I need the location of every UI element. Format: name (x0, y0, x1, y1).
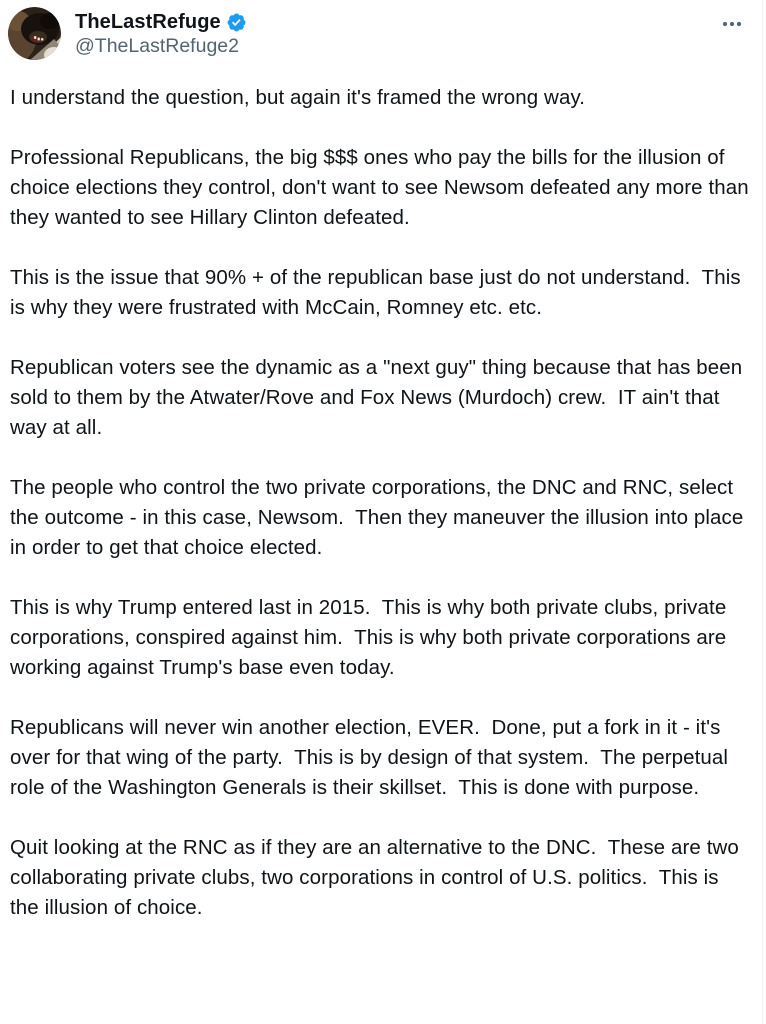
tweet-paragraph: Republicans will never win another election, EVER. Done, put a fork in it - it's over for that wing of the party. This is by design of that system. The perpetual role of the Washington Generals is their skillset. This is done with purpose. (10, 716, 734, 799)
verified-badge-icon[interactable] (226, 12, 247, 33)
honey-badger-photo-icon (8, 7, 61, 60)
more-options-button[interactable] (720, 13, 744, 31)
tweet-paragraph: Quit looking at the RNC as if they are an alternative to the DNC. These are two collaborating private clubs, two corporations in control of U.S. politics. This is the illusion of choice. (10, 836, 745, 919)
tweet-paragraph: Republican voters see the dynamic as a "next guy" thing because that has been sold to them by the Atwater/Rove and Fox News (Murdoch) crew. IT ain't that way at all. (10, 356, 749, 439)
author-block (75, 7, 247, 58)
avatar[interactable] (8, 7, 61, 60)
author-name[interactable]: TheLastRefuge (75, 11, 221, 33)
tweet-header (0, 0, 766, 60)
timeline-column-border (762, 0, 763, 1024)
tweet-paragraph: This is the issue that 90% + of the republican base just do not understand. This is why they were frustrated with McCain, Romney etc. etc. (10, 266, 747, 319)
tweet-paragraph: I understand the question, but again it's framed the wrong way. (10, 86, 586, 109)
tweet-text (0, 83, 766, 923)
ellipsis-icon (722, 15, 742, 30)
tweet-paragraph: Professional Republicans, the big $$$ ones who pay the bills for the illusion of choice elections they control, don't want to see Newsom defeated any more than they wanted to see Hillary Clinton defeated. (10, 146, 755, 229)
author-name-row (75, 11, 247, 34)
author-handle[interactable]: @TheLastRefuge2 (75, 35, 239, 57)
tweet-paragraph: This is why Trump entered last in 2015. This is why both private clubs, private corporations, conspired against him. This is why both private corporations are working against Trump's base even today. (10, 596, 733, 679)
tweet-paragraph: The people who control the two private corporations, the DNC and RNC, select the outcome - in this case, Newsom. Then they maneuver the illusion into place in order to get that choice elected. (10, 476, 750, 559)
